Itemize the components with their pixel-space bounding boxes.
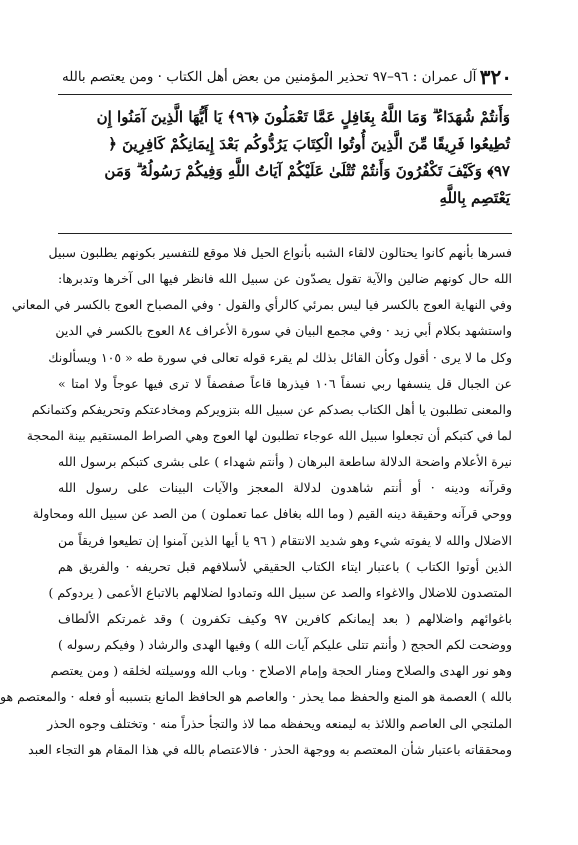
commentary-line: ووحي قرآنه وحقيقة دينه القيم ( وما الله بغافل عما تعملون ) من الصد عن سبيل الله ومحاولة (32, 506, 512, 522)
commentary-line: وفي النهاية العوج بالكسر فيا ليس بمرئي كالرأي والقول · وفي المصباح العوج بالكسر في المعاني (11, 297, 512, 313)
verse-line: تُطِيعُوا فَرِيقًا مِّنَ الَّذِينَ أُوتُوا الْكِتَابَ يَرُدُّوكُم بَعْدَ إِيمَانِكُمْ كَافِرِينَ ﴿ (108, 135, 510, 153)
commentary-line: لما في كتبكم أن تجعلوا سبيل الله عوجاء تطلبون لها العوج وهي الصراط المستقيم بينة المحجة (26, 427, 512, 443)
commentary-line: والمعنى تطلبون يا أهل الكتاب بصدكم عن سبيل الله بتزويركم ومخادعتكم وتحريفكم وكتمانكم (31, 401, 512, 417)
verse-line: وَأَنتُمْ شُهَدَاءُ ۗ وَمَا اللَّهُ بِغَافِلٍ عَمَّا تَعْمَلُونَ ﴿٩٦﴾ يَا أَيُّهَا الَّذِينَ آمَنُوا إِن (96, 108, 510, 126)
commentary-line: باغوائهم واضلالهم ( بعد إيمانكم كافرين ٩٧ وكيف تكفرون ) وقد غمرتكم الألطاف (58, 610, 512, 626)
header-divider (58, 94, 512, 95)
commentary-line: وكل ما لا يرى · أقول وكأن القائل بذلك لم يقرء قوله تعالى في سورة طه « ١٠٥ ويسألونك (48, 349, 512, 365)
commentary-line: وهو نور الهدى والصلاح ومنار الحجة وإمام الاصلاح · وباب الله ووسيلته لخلقه ( ومن يعتصم (50, 663, 512, 679)
page-number: ٣٢٠ (479, 65, 512, 89)
commentary-line: الله حال كونهم ضالين والآية تقول يصدّون عن سبيل الله فانظر فيها الى آخرها وتدبرها: (58, 271, 512, 287)
commentary-line: المتصدون للاضلال والاغواء والصد عن سبيل الله وتمادوا لضلالهم بالاتباع الأعمى ( يردوكم ) (48, 584, 512, 600)
quran-verses-block (60, 104, 510, 212)
commentary-line: بالله ) العصمة هو المنع والحفظ مما يحذر · والعاصم هو الحافظ المانع بتسببه أو فعله · والمعتصم هو (0, 689, 512, 705)
verse-line: ٩٧﴾ وَكَيْفَ تَكْفُرُونَ وَأَنتُمْ تُتْلَىٰ عَلَيْكُمْ آيَاتُ اللَّهِ وَفِيكُمْ رَسُولُهُ ۗ وَمَن (104, 162, 510, 180)
commentary-line: ووضحت لكم الحجج ( وأنتم تتلى عليكم آيات الله ) وفيها الهدى والرشاد ( وفيكم رسوله ) (57, 637, 512, 653)
verses-divider (58, 233, 512, 234)
commentary-line: الملتجي الى العاصم واللائذ به ليمنعه ويحفظه مما لاذ والتجأ حذراً منه · وتختلف وجوه الحذر (47, 715, 512, 731)
commentary-line: نيرة الأعلام واضحة الدلالة ساطعة البرهان ( وأنتم شهداء ) على بشرى كتبكم برسول الله (58, 454, 512, 470)
commentary-line: عن الجبال قل ينسفها ربي نسفاً ١٠٦ فيذرها قاعاً صفصفاً لا ترى فيها عوجاً ولا امتا » (58, 375, 513, 391)
commentary-line: وقرآنه ودينه · أو أنتم شاهدون لدلالة المعجز والآيات البينات على رسول الله (58, 480, 512, 496)
running-title: آل عمران : ٩٦–٩٧ تحذير المؤمنين من بعض أهل الكتاب · ومن يعتصم بالله (62, 69, 477, 85)
commentary-line: فسرها بأنهم كانوا يحتالون لالقاء الشبه بأنواع الحيل فلا موقع للتفسير بكونهم يطلبون سبيل (48, 245, 512, 260)
commentary-line: ومحققاته باعتبار شأن المعتصم به ووجهة الحذر · فالاعتصام بالله في هذا المقام هو التجاء العبد (28, 741, 512, 757)
commentary-line: الاضلال والله لا يفوته شيء وهو شديد الانتقام ( ٩٦ يا أيها الذين آمنوا إن تطيعوا فريقاً من (58, 532, 512, 548)
verse-line: يَعْتَصِم بِاللَّهِ (439, 189, 510, 207)
commentary-line: الذين أوتوا الكتاب ) باعتبار ايتاء الكتاب الحقيقي لأسلافهم قبل تحريفه · والفريق هم (58, 558, 512, 574)
commentary-text (0, 240, 513, 763)
page-header (58, 66, 512, 88)
commentary-line: واستشهد بكلام أبي زيد · وفي مجمع البيان في سورة الأعراف ٨٤ العوج بالكسر في الدين (55, 323, 512, 339)
